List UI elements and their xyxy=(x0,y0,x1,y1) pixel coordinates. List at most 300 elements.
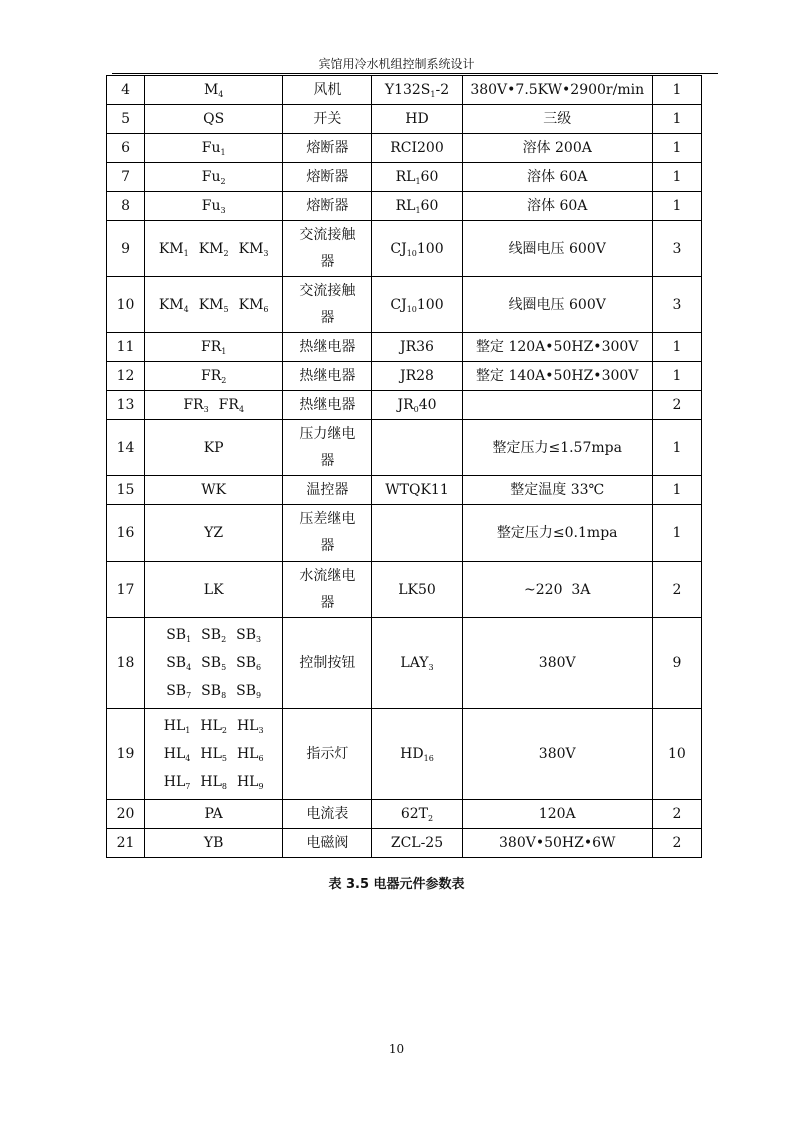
cell-model xyxy=(372,134,462,163)
cell-name: 风机 xyxy=(283,76,372,105)
tag-letters: WTQK11 xyxy=(385,482,449,498)
tag-subscript: 1 xyxy=(221,347,227,356)
tag-letters: KM xyxy=(158,296,184,313)
tag-letters: ZCL-25 xyxy=(390,835,444,851)
tag-letters: LK xyxy=(203,581,224,598)
component-tag xyxy=(405,110,428,128)
cell-code xyxy=(145,420,283,476)
component-tag xyxy=(385,81,436,99)
cell-quantity: 3 xyxy=(652,277,701,333)
cell-number: 8 xyxy=(107,192,145,221)
cell-quantity: 1 xyxy=(652,134,701,163)
component-tag xyxy=(436,81,450,99)
cell-model xyxy=(372,505,462,562)
tag-grid xyxy=(164,712,264,796)
component-tag xyxy=(164,740,191,768)
tag-letters: SB xyxy=(236,655,257,671)
cell-code xyxy=(145,134,283,163)
tag-letters: -2 xyxy=(435,82,450,98)
component-tag xyxy=(201,362,226,390)
tag-letters: JR36 xyxy=(400,339,434,355)
cell-number: 7 xyxy=(107,163,145,192)
tag-letters: LK50 xyxy=(398,581,436,598)
tag-line xyxy=(147,391,280,419)
cell-spec: 线圈电压 600V xyxy=(462,221,652,277)
tag-letters: HL xyxy=(236,746,259,762)
tag-subscript: 1 xyxy=(415,177,421,186)
cell-quantity: 2 xyxy=(652,800,701,829)
tag-subscript: 1 xyxy=(183,248,189,258)
cell-model xyxy=(372,476,462,505)
cell-quantity: 2 xyxy=(652,391,701,420)
cell-name: 热继电器 xyxy=(283,391,372,420)
tag-letters: 100 xyxy=(416,240,444,257)
cell-quantity: 1 xyxy=(652,333,701,362)
tag-subscript: 1 xyxy=(220,148,226,157)
component-tag xyxy=(239,235,269,263)
component-tag xyxy=(200,712,227,740)
tag-subscript: 0 xyxy=(413,405,419,414)
tag-letters: KM xyxy=(198,240,224,257)
table-caption: 表 3.5 电器元件参数表 xyxy=(328,877,465,892)
cell-number: 14 xyxy=(107,420,145,476)
table-row xyxy=(107,391,702,420)
component-tag xyxy=(400,654,433,672)
tag-letters: 100 xyxy=(416,296,444,313)
cell-quantity: 2 xyxy=(652,562,701,618)
tag-letters: SB xyxy=(166,627,187,643)
cell-name: 电磁阀 xyxy=(283,829,372,858)
tag-subscript: 1 xyxy=(415,206,421,215)
tag-subscript: 6 xyxy=(258,754,264,763)
table-row xyxy=(107,134,702,163)
tag-subscript: 5 xyxy=(221,754,227,763)
component-tag xyxy=(166,677,191,705)
component-tag xyxy=(385,481,448,499)
tag-subscript: 16 xyxy=(423,754,434,763)
cell-spec: 380V•50HZ•6W xyxy=(462,829,652,858)
tag-line xyxy=(147,434,280,462)
tag-letters: JR xyxy=(397,397,414,413)
cell-code xyxy=(145,800,283,829)
component-tag xyxy=(236,621,261,649)
cell-model xyxy=(372,105,462,134)
tag-subscript: 9 xyxy=(258,782,264,791)
cell-name: 熔断器 xyxy=(283,163,372,192)
component-tag xyxy=(390,296,417,314)
cell-quantity: 1 xyxy=(652,76,701,105)
table-row xyxy=(107,362,702,391)
cell-code xyxy=(145,277,283,333)
tag-line xyxy=(147,333,280,361)
tag-subscript: 5 xyxy=(221,663,227,672)
tag-line xyxy=(147,519,280,547)
cell-number: 4 xyxy=(107,76,145,105)
cell-model xyxy=(372,277,462,333)
cell-quantity: 1 xyxy=(652,505,701,562)
tag-line xyxy=(147,362,280,390)
component-tag xyxy=(239,291,269,319)
cell-number: 13 xyxy=(107,391,145,420)
page-number: 10 xyxy=(388,1042,405,1056)
component-tag xyxy=(397,396,418,414)
table-row xyxy=(107,476,702,505)
tag-letters: HL xyxy=(163,718,186,734)
cell-number: 16 xyxy=(107,505,145,562)
component-parameter-table xyxy=(106,75,702,858)
component-tag xyxy=(400,745,434,763)
table-row xyxy=(107,829,702,858)
component-tag xyxy=(202,192,226,220)
tag-letters: CJ xyxy=(390,240,407,257)
cell-name: 熔断器 xyxy=(283,134,372,163)
tag-subscript: 1 xyxy=(185,726,191,735)
cell-code xyxy=(145,76,283,105)
tag-subscript: 8 xyxy=(221,782,227,791)
cell-name: 交流接触器 xyxy=(283,221,372,277)
component-tag xyxy=(400,338,434,356)
tag-letters: SB xyxy=(201,655,222,671)
tag-line xyxy=(147,829,280,857)
tag-subscript: 2 xyxy=(221,376,227,385)
cell-model xyxy=(372,221,462,277)
component-tag xyxy=(237,740,264,768)
table-row xyxy=(107,420,702,476)
table-row xyxy=(107,618,702,709)
tag-letters: 60 xyxy=(420,169,439,185)
tag-letters: FR xyxy=(183,397,204,413)
tag-letters: WK xyxy=(201,482,227,498)
component-tag xyxy=(390,240,417,258)
cell-quantity: 1 xyxy=(652,105,701,134)
table-row xyxy=(107,105,702,134)
tag-subscript: 3 xyxy=(256,635,262,644)
component-tag xyxy=(421,168,439,186)
cell-model xyxy=(372,391,462,420)
cell-code xyxy=(145,163,283,192)
component-tag xyxy=(204,519,223,547)
cell-name: 水流继电器 xyxy=(283,562,372,618)
tag-subscript: 4 xyxy=(183,304,189,314)
tag-subscript: 3 xyxy=(203,405,209,414)
cell-spec: 380V xyxy=(462,618,652,709)
component-tag xyxy=(390,139,444,157)
cell-quantity: 1 xyxy=(652,476,701,505)
component-tag xyxy=(400,367,434,385)
tag-subscript: 5 xyxy=(223,304,229,314)
cell-spec: 溶体 60A xyxy=(462,163,652,192)
tag-line xyxy=(147,76,280,104)
component-tag xyxy=(164,712,191,740)
component-tag xyxy=(236,677,261,705)
component-tag xyxy=(166,621,191,649)
cell-name: 温控器 xyxy=(283,476,372,505)
tag-letters: QS xyxy=(203,111,225,127)
tag-letters: KM xyxy=(238,296,264,313)
tag-letters: Fu xyxy=(201,140,221,156)
component-tag xyxy=(204,76,223,104)
tag-line xyxy=(147,235,280,263)
component-tag xyxy=(201,677,226,705)
tag-subscript: 3 xyxy=(428,663,434,672)
tag-letters: KP xyxy=(203,439,224,456)
tag-subscript: 9 xyxy=(256,691,262,700)
cell-spec: 380V xyxy=(462,709,652,800)
tag-subscript: 3 xyxy=(220,206,226,215)
tag-subscript: 4 xyxy=(238,405,245,414)
cell-model xyxy=(372,76,462,105)
tag-letters: SB xyxy=(201,627,222,643)
component-tag xyxy=(419,396,437,414)
cell-number: 20 xyxy=(107,800,145,829)
component-tag xyxy=(417,296,444,314)
component-tag xyxy=(237,712,264,740)
tag-subscript: 6 xyxy=(256,663,262,672)
table-row xyxy=(107,333,702,362)
cell-quantity: 3 xyxy=(652,221,701,277)
tag-subscript: 4 xyxy=(186,663,192,672)
cell-spec: ~220 3A xyxy=(462,562,652,618)
component-tag xyxy=(199,235,229,263)
component-tag xyxy=(205,800,223,828)
tag-subscript: 10 xyxy=(406,304,417,314)
cell-code xyxy=(145,618,283,709)
tag-subscript: 3 xyxy=(258,726,264,735)
cell-code xyxy=(145,562,283,618)
tag-letters: 60 xyxy=(420,198,439,214)
tag-grid xyxy=(166,621,261,705)
cell-name: 开关 xyxy=(283,105,372,134)
component-tag xyxy=(396,197,421,215)
cell-name: 热继电器 xyxy=(283,362,372,391)
cell-spec: 三级 xyxy=(462,105,652,134)
tag-letters: KM xyxy=(198,296,224,313)
tag-letters: SB xyxy=(236,627,257,643)
cell-model xyxy=(372,420,462,476)
component-tag xyxy=(202,163,226,191)
tag-letters: HL xyxy=(163,774,186,790)
tag-letters: M xyxy=(203,82,219,98)
cell-name: 压力继电器 xyxy=(283,420,372,476)
component-tag xyxy=(398,581,436,599)
table-row xyxy=(107,192,702,221)
cell-quantity: 9 xyxy=(652,618,701,709)
tag-subscript: 10 xyxy=(406,248,417,258)
cell-number: 11 xyxy=(107,333,145,362)
cell-spec xyxy=(462,391,652,420)
cell-number: 15 xyxy=(107,476,145,505)
tag-subscript: 6 xyxy=(263,304,269,314)
cell-name: 控制按钮 xyxy=(283,618,372,709)
tag-letters: JR28 xyxy=(400,368,434,384)
tag-subscript: 1 xyxy=(430,90,436,99)
tag-letters: HL xyxy=(236,774,259,790)
component-tag xyxy=(200,740,227,768)
cell-quantity: 1 xyxy=(652,420,701,476)
component-tag xyxy=(396,168,421,186)
cell-model xyxy=(372,562,462,618)
tag-letters: HL xyxy=(200,746,222,762)
table-row xyxy=(107,76,702,105)
tag-subscript: 3 xyxy=(263,248,269,258)
component-tag xyxy=(204,829,224,857)
tag-letters: SB xyxy=(166,655,187,671)
tag-letters: SB xyxy=(236,683,257,699)
tag-letters: FR xyxy=(200,339,222,355)
cell-number: 17 xyxy=(107,562,145,618)
cell-model xyxy=(372,163,462,192)
cell-name: 指示灯 xyxy=(283,709,372,800)
tag-subscript: 4 xyxy=(185,754,191,763)
component-tag xyxy=(401,805,433,823)
cell-code xyxy=(145,192,283,221)
cell-number: 5 xyxy=(107,105,145,134)
tag-subscript: 7 xyxy=(186,691,192,700)
cell-spec: 整定压力≤0.1mpa xyxy=(462,505,652,562)
component-tag xyxy=(201,621,226,649)
tag-subscript: 7 xyxy=(185,782,191,791)
tag-letters: Fu xyxy=(201,169,221,185)
component-tag xyxy=(204,434,224,462)
component-tag xyxy=(417,240,444,258)
tag-letters: HL xyxy=(200,718,222,734)
cell-number: 12 xyxy=(107,362,145,391)
component-tag xyxy=(201,476,226,504)
tag-letters: FR xyxy=(218,397,239,413)
cell-name: 电流表 xyxy=(283,800,372,829)
table-row xyxy=(107,709,702,800)
component-tag xyxy=(166,649,191,677)
cell-spec: 380V•7.5KW•2900r/min xyxy=(462,76,652,105)
tag-letters: KM xyxy=(238,240,264,257)
tag-letters: HL xyxy=(163,746,186,762)
tag-letters: SB xyxy=(201,683,222,699)
tag-line xyxy=(147,134,280,162)
component-tag xyxy=(202,134,226,162)
cell-code xyxy=(145,221,283,277)
component-tag xyxy=(183,391,208,419)
component-tag xyxy=(201,649,226,677)
table-body xyxy=(107,76,702,858)
cell-quantity: 1 xyxy=(652,362,701,391)
tag-letters: KM xyxy=(158,240,184,257)
cell-quantity: 2 xyxy=(652,829,701,858)
component-tag xyxy=(421,197,439,215)
table-row xyxy=(107,277,702,333)
cell-spec: 线圈电压 600V xyxy=(462,277,652,333)
component-tag xyxy=(236,649,261,677)
tag-letters: FR xyxy=(200,368,222,384)
cell-number: 6 xyxy=(107,134,145,163)
tag-line xyxy=(147,800,280,828)
component-tag xyxy=(219,391,244,419)
running-header: 宾馆用冷水机组控制系统设计 xyxy=(318,57,475,71)
tag-subscript: 4 xyxy=(218,90,224,99)
tag-subscript: 2 xyxy=(220,177,226,186)
tag-subscript: 2 xyxy=(221,726,227,735)
component-tag xyxy=(200,768,227,796)
cell-code xyxy=(145,476,283,505)
tag-letters: RL xyxy=(395,198,416,214)
tag-line xyxy=(147,192,280,220)
cell-code xyxy=(145,505,283,562)
cell-model xyxy=(372,362,462,391)
tag-subscript: 2 xyxy=(221,635,227,644)
cell-model xyxy=(372,618,462,709)
tag-line xyxy=(147,163,280,191)
cell-spec: 溶体 200A xyxy=(462,134,652,163)
component-tag xyxy=(204,576,224,604)
component-tag xyxy=(164,768,191,796)
component-tag xyxy=(159,235,189,263)
tag-letters: Y132S xyxy=(384,82,431,98)
cell-number: 19 xyxy=(107,709,145,800)
tag-letters: 62T xyxy=(400,806,429,822)
component-tag xyxy=(203,105,224,133)
cell-spec: 整定压力≤1.57mpa xyxy=(462,420,652,476)
cell-number: 21 xyxy=(107,829,145,858)
cell-code xyxy=(145,829,283,858)
header-rule xyxy=(112,73,718,74)
tag-letters: YZ xyxy=(204,525,224,541)
cell-quantity: 1 xyxy=(652,192,701,221)
tag-letters: RL xyxy=(395,169,416,185)
cell-name: 热继电器 xyxy=(283,333,372,362)
table-row xyxy=(107,221,702,277)
tag-letters: 40 xyxy=(418,397,437,413)
cell-spec: 整定温度 33℃ xyxy=(462,476,652,505)
cell-name: 压差继电器 xyxy=(283,505,372,562)
tag-letters: HL xyxy=(236,718,259,734)
cell-number: 10 xyxy=(107,277,145,333)
tag-line xyxy=(147,105,280,133)
cell-model xyxy=(372,192,462,221)
component-tag xyxy=(237,768,264,796)
component-tag xyxy=(159,291,189,319)
table-row xyxy=(107,163,702,192)
tag-line xyxy=(147,576,280,604)
cell-name: 熔断器 xyxy=(283,192,372,221)
cell-model xyxy=(372,829,462,858)
cell-spec: 整定 120A•50HZ•300V xyxy=(462,333,652,362)
component-tag xyxy=(201,333,226,361)
cell-model xyxy=(372,800,462,829)
tag-subscript: 2 xyxy=(223,248,229,258)
tag-letters: PA xyxy=(204,806,223,822)
tag-letters: HD xyxy=(400,746,424,762)
tag-letters: HD xyxy=(405,111,429,127)
cell-spec: 120A xyxy=(462,800,652,829)
cell-quantity: 1 xyxy=(652,163,701,192)
table-row xyxy=(107,562,702,618)
cell-number: 9 xyxy=(107,221,145,277)
tag-letters: RCI200 xyxy=(390,140,444,156)
cell-code xyxy=(145,362,283,391)
tag-subscript: 2 xyxy=(428,814,434,823)
cell-number: 18 xyxy=(107,618,145,709)
cell-model xyxy=(372,709,462,800)
cell-code xyxy=(145,105,283,134)
cell-spec: 整定 140A•50HZ•300V xyxy=(462,362,652,391)
cell-name: 交流接触器 xyxy=(283,277,372,333)
cell-code xyxy=(145,391,283,420)
tag-subscript: 8 xyxy=(221,691,227,700)
tag-letters: YB xyxy=(203,835,224,851)
tag-line xyxy=(147,476,280,504)
tag-line xyxy=(147,291,280,319)
tag-letters: CJ xyxy=(390,296,407,313)
tag-letters: Fu xyxy=(201,198,221,214)
